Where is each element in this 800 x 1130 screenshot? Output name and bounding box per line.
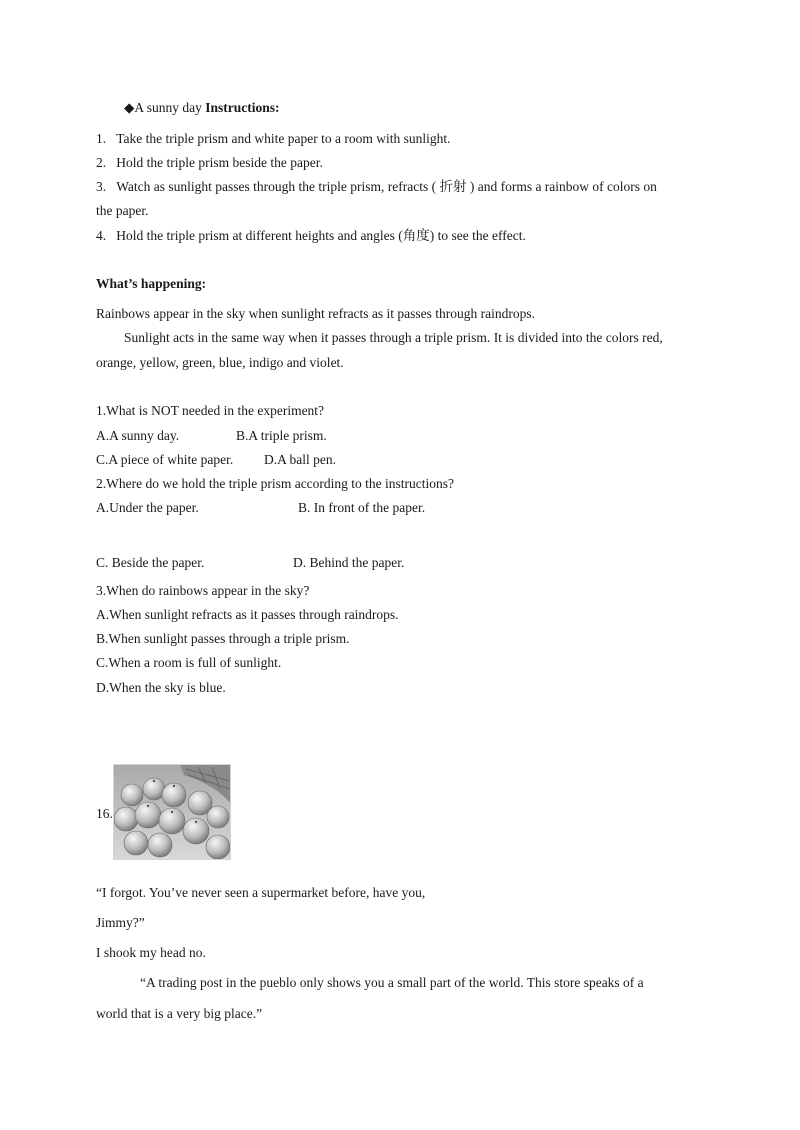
step-text: Hold the triple prism at different heights and angles (角度) to see the effect. [116, 228, 526, 243]
step-text: the paper. [96, 203, 149, 218]
step-text: Watch as sunlight passes through the triple prism, refracts ( 折射 ) and forms a rainbow of colors on [116, 179, 657, 194]
story-line-2: Jimmy?” [96, 915, 145, 930]
question-1-stem: 1.What is NOT needed in the experiment? [96, 403, 325, 418]
question-1-option-c: C.A piece of white paper. [96, 452, 234, 467]
happening-line-2: Sunlight acts in the same way when it passes through a triple prism. It is divided into the colors red, [124, 330, 663, 345]
question-2-option-c: C. Beside the paper. [96, 555, 205, 570]
step-3-continued [96, 203, 148, 219]
step-text: Hold the triple prism beside the paper. [116, 155, 323, 170]
step-number: 1. [96, 131, 107, 146]
step-3 [96, 179, 657, 195]
question-2-option-b: B. In front of the paper. [298, 500, 426, 515]
story-line-3: I shook my head no. [96, 945, 206, 960]
step-number: 4. [96, 228, 107, 243]
step-number: 3. [96, 179, 107, 194]
story-line-5: world that is a very big place.” [96, 1006, 263, 1021]
step-2 [96, 155, 323, 171]
question-1-option-d: D.A ball pen. [264, 452, 336, 467]
question-3-option-b: B.When sunlight passes through a triple prism. [96, 631, 350, 646]
question-3-option-d: D.When the sky is blue. [96, 680, 226, 695]
section-16-number: 16. [96, 806, 113, 821]
question-3-stem: 3.When do rainbows appear in the sky? [96, 583, 310, 598]
question-2-option-d: D. Behind the paper. [293, 555, 405, 570]
happening-line-1: Rainbows appear in the sky when sunlight refracts as it passes through raindrops. [96, 306, 536, 321]
question-1-option-a: A.A sunny day. [96, 428, 180, 443]
story-line-1: “I forgot. You’ve never seen a supermarket before, have you, [96, 885, 426, 900]
instructions-heading-line [124, 100, 280, 116]
step-number: 2. [96, 155, 107, 170]
question-2-stem: 2.Where do we hold the triple prism according to the instructions? [96, 476, 455, 491]
bullet-intro: ◆A sunny day [124, 100, 206, 115]
happening-heading: What’s happening: [96, 276, 207, 291]
happening-line-3: orange, yellow, green, blue, indigo and violet. [96, 355, 344, 370]
question-3-option-c: C.When a room is full of sunlight. [96, 655, 282, 670]
step-1 [96, 131, 450, 147]
question-1-option-b: B.A triple prism. [236, 428, 327, 443]
step-4 [96, 228, 526, 244]
apples-photo [113, 764, 231, 860]
step-text: Take the triple prism and white paper to a room with sunlight. [116, 131, 451, 146]
story-line-4: “A trading post in the pueblo only shows you a small part of the world. This store speaks of a [140, 975, 644, 990]
question-3-option-a: A.When sunlight refracts as it passes through raindrops. [96, 607, 399, 622]
instructions-heading: Instructions: [205, 100, 280, 115]
question-2-option-a: A.Under the paper. [96, 500, 199, 515]
